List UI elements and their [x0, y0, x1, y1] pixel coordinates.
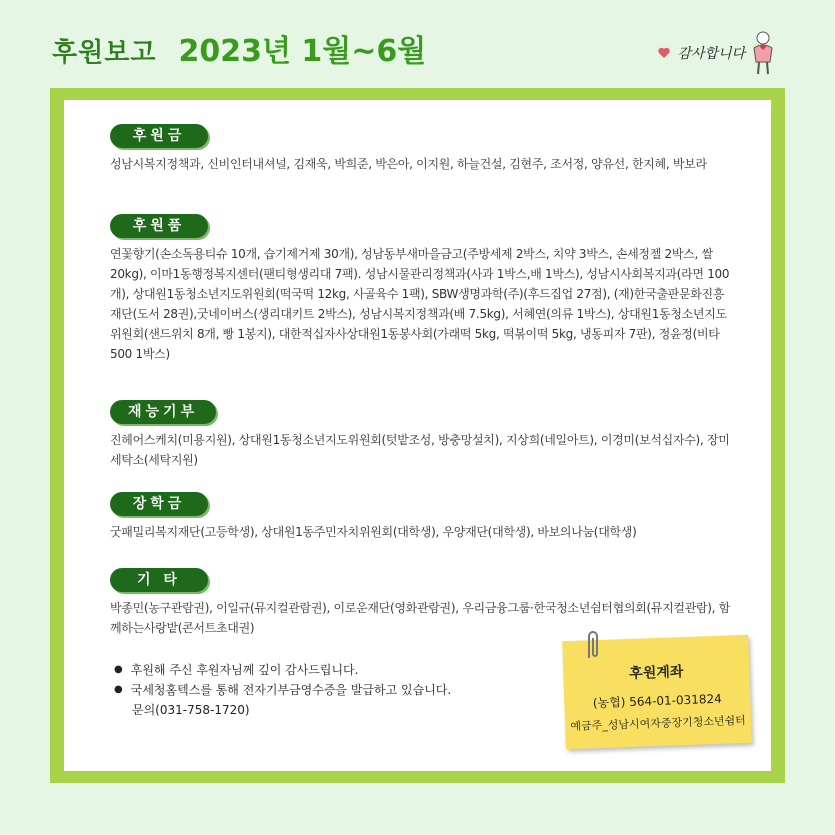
inquiry-phone: 문의(031-758-1720) [132, 703, 250, 717]
section-text: 박종민(농구관람권), 이일규(뮤지컬관람권), 이로운재단(영화관람권), 우리금융그룹·한국청소년쉼터협의회(뮤지컬관람), 함께하는사랑밭(콘서트초대권) [110, 601, 730, 635]
section-text: 굿패밀리복지재단(고등학생), 상대원1동주민자치위원회(대학생), 우양재단(대학생), 바보의나눔(대학생) [110, 525, 637, 539]
section-label: 기 타 [110, 568, 208, 592]
section-scholarship [110, 492, 730, 542]
section-text: 연꽃향기(손소독용티슈 10개, 습기제거제 30개), 성남동부새마을금고(주방세제 2박스, 치약 3박스, 손세정젤 2박스, 쌀 20kg), 이마1동행정복지센터(팬티형생리대 7팩). 성남시물관리정책과(사과 1박스,배 1박스), 성남시사회복지과(라면 100개), 상대원1동청소년지도위원회(떡국떡 12kg, 사골육수 1팩), SBW생명과학(주)(후드집업 27점), (재)한국출판문화진흥재단(도서 28권),굿네이버스(생리대키트 2박스), 성남시복지정책과(배 7.5kg), 서혜연(의류 1박스), 상대원1동청소년지도위원회(샌드위치 8개, 빵 1봉지), 대한적십자사상대원1동봉사회(가래떡 5kg, 떡볶이떡 5kg, 냉동피자 7판), 정윤정(비타500 1박스) [110, 247, 730, 361]
section-label: 재능기부 [110, 400, 216, 424]
account-title: 후원계좌 [629, 664, 684, 682]
section-label: 장학금 [110, 492, 208, 516]
paperclip-icon [584, 628, 602, 662]
bullet-icon: ● [114, 664, 123, 675]
section-label: 후원품 [110, 214, 208, 238]
thanks-text: 감사합니다 [677, 46, 745, 62]
note-receipt: 국세청홈텍스를 통해 전자기부금영수증을 발급하고 있습니다. [130, 683, 452, 697]
heart-icon [657, 46, 671, 60]
bullet-icon: ● [114, 684, 123, 695]
page-header [52, 26, 426, 70]
section-goods [110, 214, 730, 364]
account-number: (농협) 564-01-031824 [592, 691, 723, 711]
section-label: 후원금 [110, 124, 208, 148]
thanks-badge [657, 30, 775, 76]
page-title: 후원보고 [52, 38, 157, 68]
note-thanks: 후원해 주신 후원자님께 깊이 감사드립니다. [130, 663, 359, 677]
note-item [114, 680, 451, 700]
section-talent [110, 400, 730, 470]
character-icon [751, 30, 775, 76]
section-etc [110, 568, 730, 638]
section-donations [110, 124, 730, 174]
account-holder: 예금주_성남시여자중장기청소년쉼터 [570, 713, 747, 734]
report-card [64, 100, 771, 771]
section-text: 성남시복지정책과, 신비인터내셔널, 김재욱, 박희준, 박은아, 이지원, 하늘건설, 김현주, 조서정, 양유선, 한지혜, 박보라 [110, 157, 707, 171]
report-period: 2023년 1월~6월 [178, 34, 427, 69]
section-text: 진헤어스케치(미용지원), 상대원1동청소년지도위원회(텃밭조성, 방충망설치), 지상희(네일아트), 이경미(보석십자수), 장미세탁소(세탁지원) [110, 433, 730, 467]
notes [114, 660, 451, 720]
note-item [114, 660, 451, 680]
